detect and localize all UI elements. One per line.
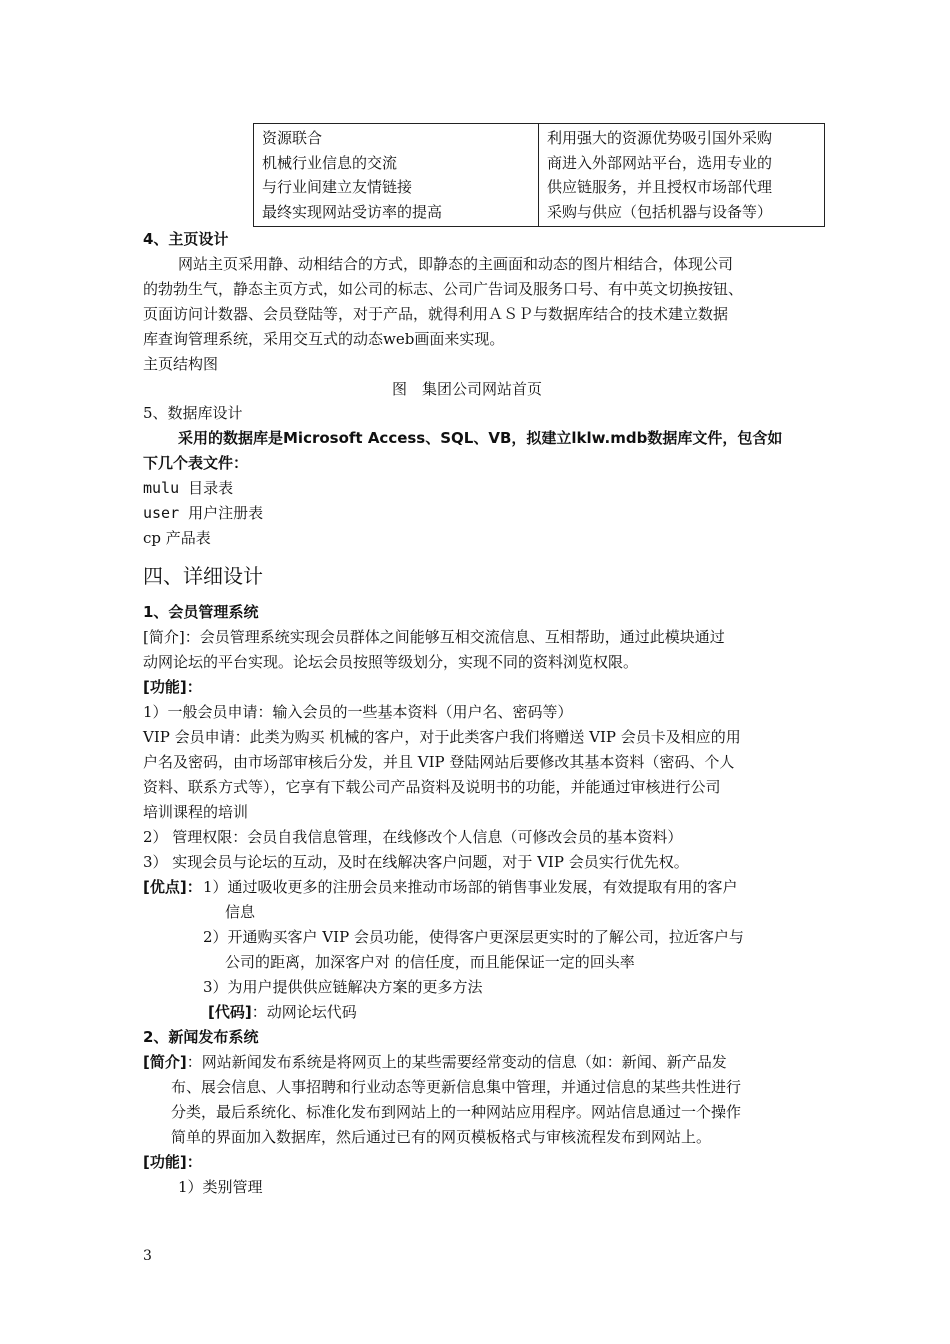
paragraph-line: VIP 会员申请：此类为购买 机械的客户，对于此类客户我们将赠送 VIP 会员卡及相应的用 — [143, 728, 741, 746]
paragraph-line: 2）开通购买客户 VIP 会员功能，使得客户更深层更实时的了解公司，拉近客户与 — [203, 928, 744, 946]
summary-table — [253, 123, 825, 227]
paragraph-line: 1）通过吸收更多的注册会员来推动市场部的销售事业发展，有效提取有用的客户 — [203, 878, 738, 896]
table-line: 与行业间建立友情链接 — [262, 178, 413, 196]
table-cell-left — [254, 124, 539, 227]
table-line: 商进入外部网站平台，选用专业的 — [547, 153, 773, 172]
paragraph-line: 动网论坛的平台实现。论坛会员按照等级划分，实现不同的资料浏览权限。 — [143, 653, 639, 671]
paragraph-line: 页面访问计数器、会员登陆等，对于产品，就得利用ＡＳＰ与数据库结合的技术建立数据 — [143, 305, 729, 323]
page-number: 3 — [143, 1248, 152, 1264]
paragraph-line — [143, 1051, 727, 1073]
paragraph-line: 简单的界面加入数据库，然后通过已有的网页模板格式与审核流程发布到网站上。 — [171, 1128, 712, 1146]
paragraph-line: 3）为用户提供供应链解决方案的更多方法 — [203, 978, 483, 996]
paragraph-line: 库查询管理系统，采用交互式的动态web画面来实现。 — [143, 330, 505, 348]
table-row — [254, 124, 825, 227]
paragraph-line: 网站主页采用静、动相结合的方式，即静态的主画面和动态的图片相结合，体现公司 — [178, 255, 734, 273]
paragraph-line: 的勃勃生气，静态主页方式，如公司的标志、公司广告词及服务口号、有中英文切换按钮、 — [143, 280, 744, 298]
paragraph-line: 主页结构图 — [143, 355, 219, 373]
code-text: ：动网论坛代码 — [251, 1003, 357, 1021]
paragraph-line: 信息 — [225, 903, 256, 921]
paragraph-line: 下几个表文件： — [143, 454, 249, 472]
table-file-entry: cp 产品表 — [143, 529, 211, 547]
advantages-label: [优点]： — [143, 878, 202, 896]
paragraph-line: 布、展会信息、人事招聘和行业动态等更新信息集中管理，并通过信息的某些共性进行 — [171, 1078, 742, 1096]
table-line: 机械行业信息的交流 — [262, 153, 398, 172]
code-label: [代码] — [208, 1003, 252, 1021]
figure-caption: 图 集团公司网站首页 — [392, 380, 543, 398]
section-heading: 5、数据库设计 — [143, 404, 243, 422]
paragraph-line: 户名及密码，由市场部审核后分发，并且 VIP 登陆网站后要修改其基本资料（密码、个人 — [143, 753, 735, 771]
paragraph-line: 3） 实现会员与论坛的互动，及时在线解决客户问题，对于 VIP 会员实行优先权。 — [143, 853, 689, 871]
paragraph-line: 分类，最后系统化、标准化发布到网站上的一种网站应用程序。网站信息通过一个操作 — [171, 1103, 742, 1121]
table-line: 供应链服务，并且授权市场部代理 — [547, 178, 773, 196]
paragraph-line: 资料、联系方式等），它享有下载公司产品资料及说明书的功能，并能通过审核进行公司 — [143, 778, 721, 796]
section-heading: 4、主页设计 — [143, 230, 229, 248]
section-heading: 2、新闻发布系统 — [143, 1028, 259, 1046]
table-line: 最终实现网站受访率的提高 — [262, 202, 443, 221]
function-label: [功能]： — [143, 1153, 202, 1171]
table-line: 利用强大的资源优势吸引国外采购 — [547, 129, 773, 147]
paragraph-line: 公司的距离，加深客户对 的信任度，而且能保证一定的回头率 — [225, 953, 635, 971]
paragraph-line: 采用的数据库是Microsoft Access、SQL、VB，拟建立lklw.mdb数据库文件，包含如 — [178, 429, 783, 447]
intro-label: [简介] — [143, 1053, 187, 1071]
table-line: 资源联合 — [262, 129, 323, 147]
code-line — [208, 1001, 357, 1023]
paragraph-line: 1）一般会员申请：输入会员的一些基本资料（用户名、密码等） — [143, 703, 573, 721]
function-label: [功能]： — [143, 678, 202, 696]
intro-text: ：网站新闻发布系统是将网页上的某些需要经常变动的信息（如：新闻、新产品发 — [186, 1053, 727, 1071]
paragraph-line: 2） 管理权限：会员自我信息管理，在线修改个人信息（可修改会员的基本资料） — [143, 828, 683, 846]
table-cell-right — [539, 124, 825, 227]
paragraph-line: 1）类别管理 — [178, 1178, 263, 1196]
table-file-entry: mulu 目录表 — [143, 479, 234, 497]
table-file-entry: user 用户注册表 — [143, 504, 264, 522]
chapter-heading: 四、详细设计 — [143, 564, 263, 588]
paragraph-line: [简介]：会员管理系统实现会员群体之间能够互相交流信息、互相帮助，通过此模块通过 — [143, 628, 725, 646]
table-line: 采购与供应（包括机器与设备等） — [547, 202, 773, 221]
paragraph-line: 培训课程的培训 — [143, 803, 249, 821]
section-heading: 1、会员管理系统 — [143, 603, 259, 621]
